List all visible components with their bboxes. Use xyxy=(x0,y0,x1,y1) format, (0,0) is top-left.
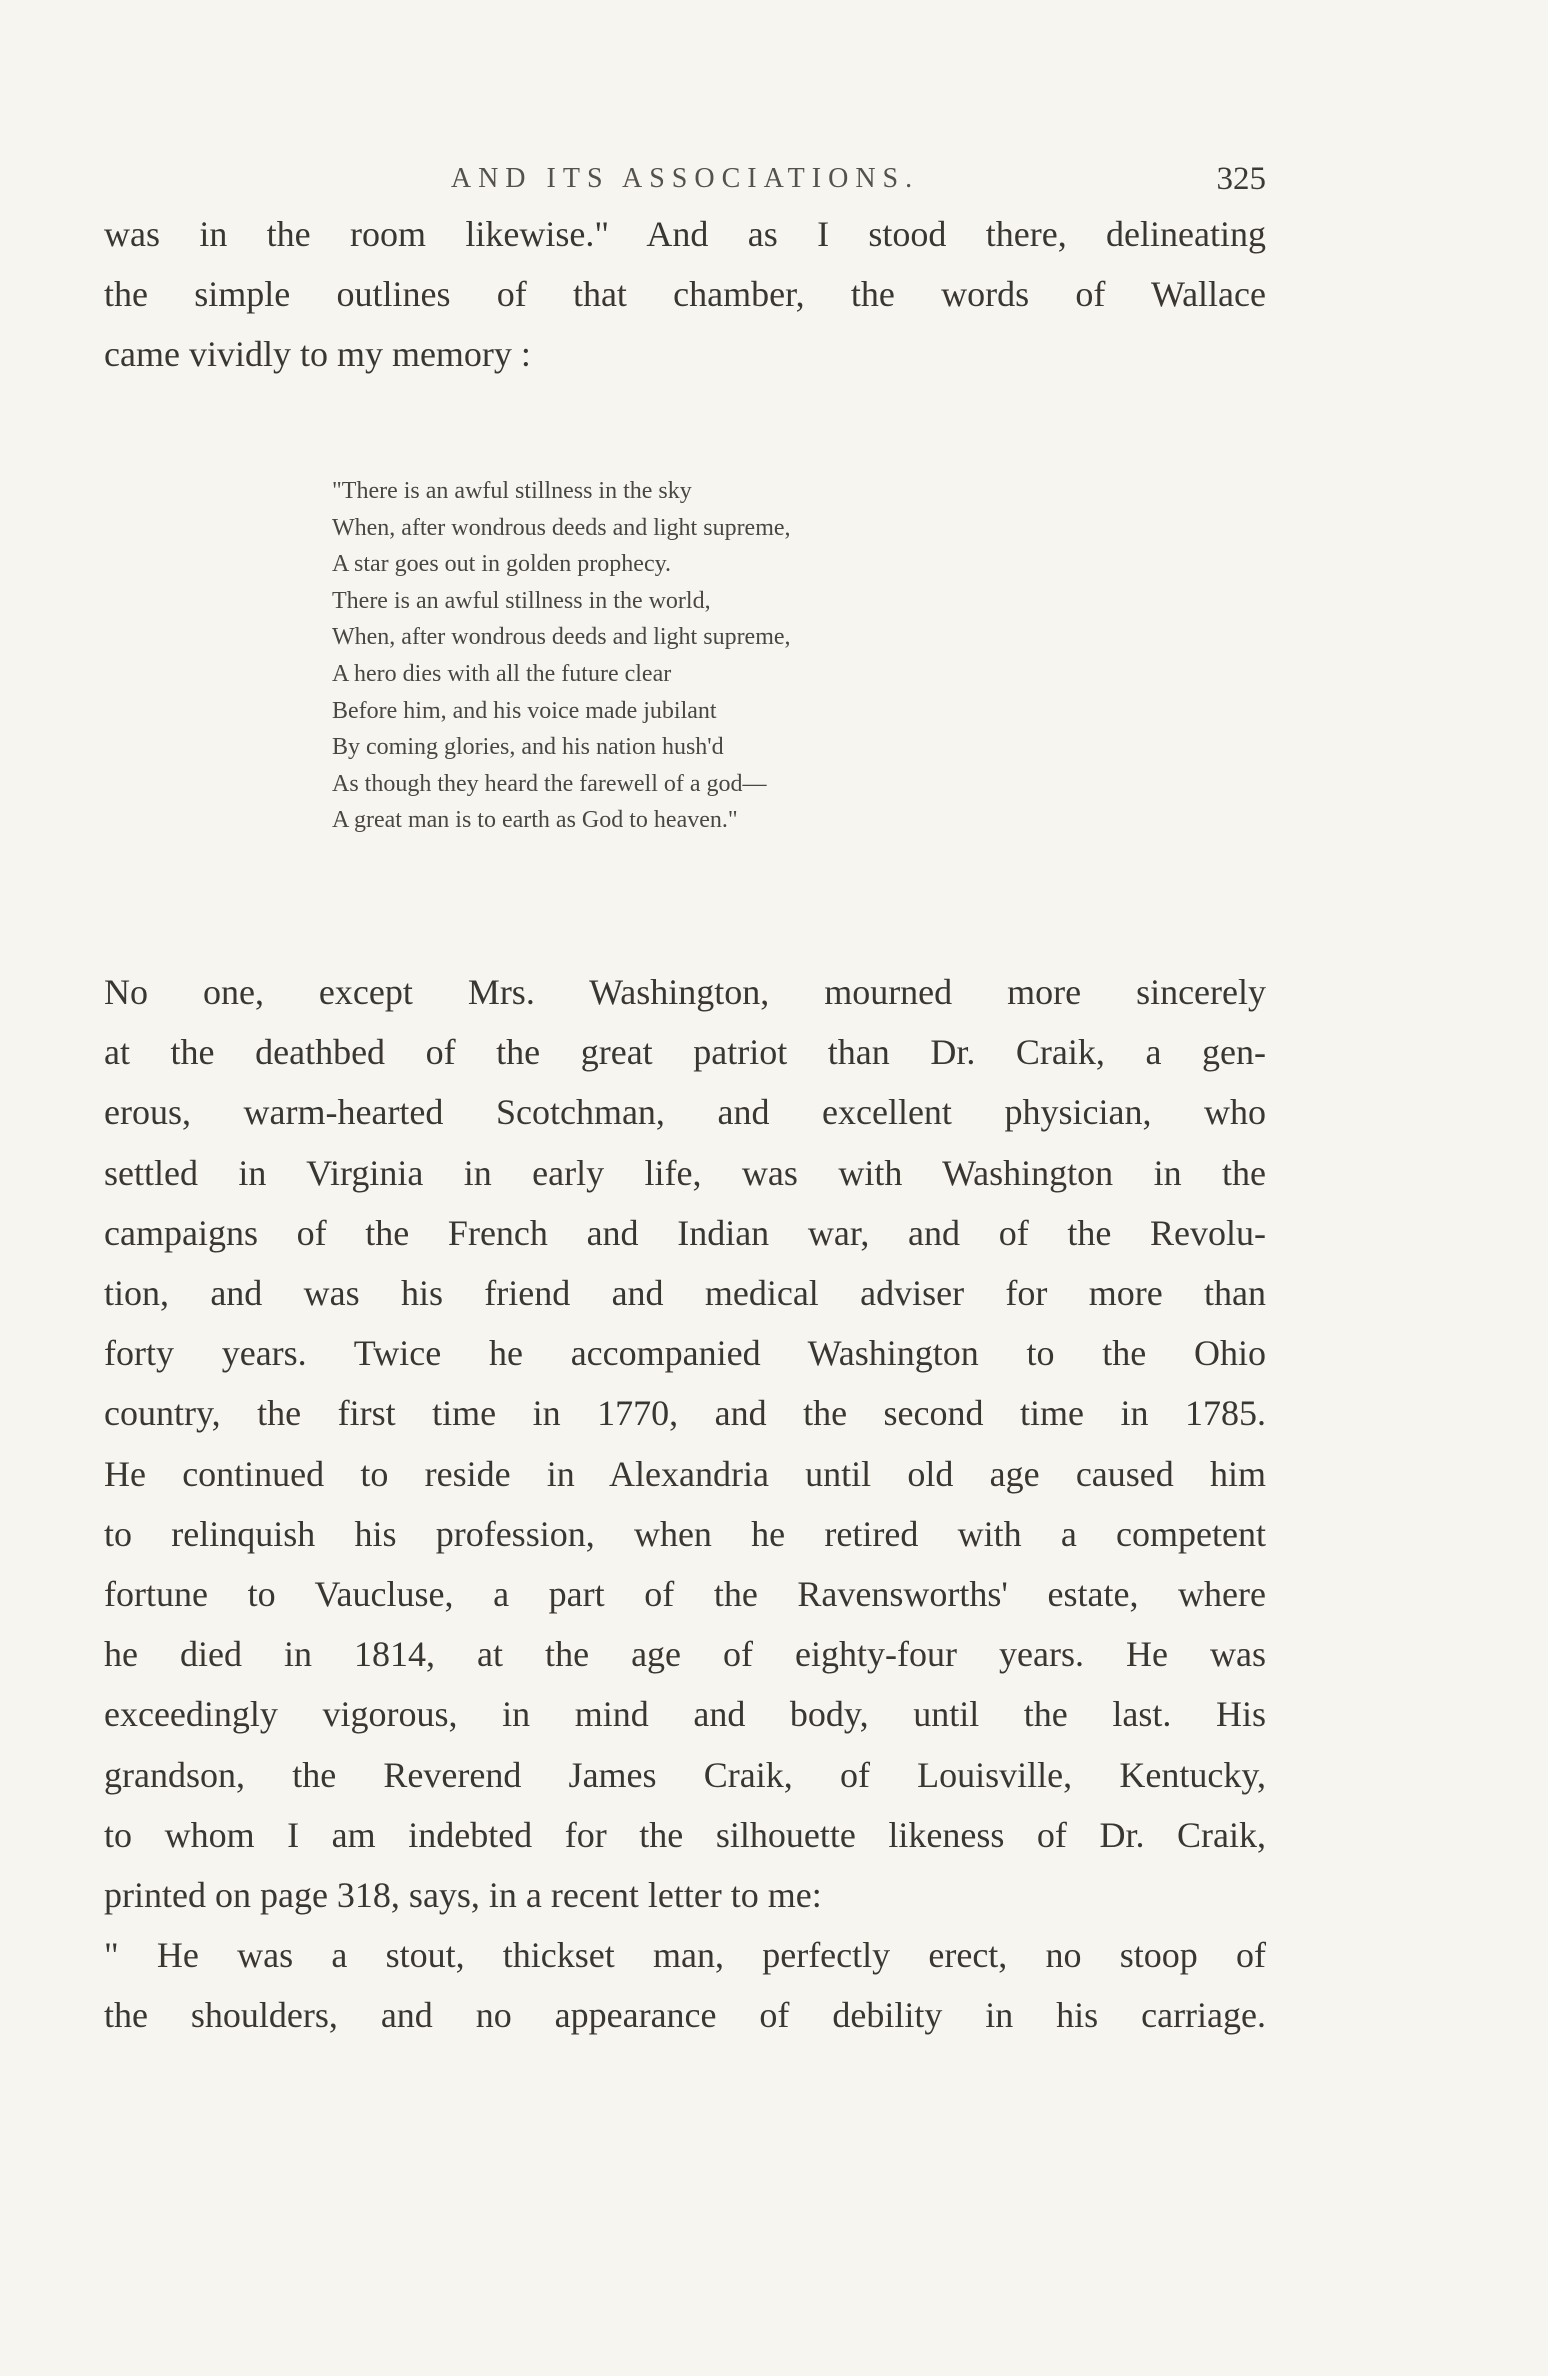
poem-line: There is an awful stillness in the world, xyxy=(332,587,711,614)
text-line: he died in 1814, at the age of eighty-four years. He was xyxy=(104,1634,1266,1675)
text-line: He continued to reside in Alexandria until old age caused him xyxy=(104,1453,1266,1494)
poem-line: A great man is to earth as God to heaven." xyxy=(332,807,738,834)
text-line: No one, except Mrs. Washington, mourned more sincerely xyxy=(104,972,1266,1012)
top-paragraph xyxy=(104,204,1266,385)
poem-line: A star goes out in golden prophecy. xyxy=(332,551,672,578)
text-line: " He was a stout, thickset man, perfectly erect, no stoop of xyxy=(104,1935,1266,1976)
text-line: settled in Virginia in early life, was with Washington in the xyxy=(104,1152,1266,1193)
text-line: came vividly to my memory : xyxy=(104,334,531,375)
text-line: to whom I am indebted for the silhouette likeness of Dr. Craik, xyxy=(104,1814,1266,1855)
text-line: the shoulders, and no appearance of debility in his carriage. xyxy=(104,1995,1266,2036)
running-head xyxy=(104,163,1266,203)
text-line: printed on page 318, says, in a recent letter to me: xyxy=(104,1875,822,1916)
poem-line: "There is an awful stillness in the sky xyxy=(332,478,692,504)
text-line: forty years. Twice he accompanied Washington to the Ohio xyxy=(104,1333,1266,1374)
main-paragraph xyxy=(104,962,1266,2046)
text-line: tion, and was his friend and medical adviser for more than xyxy=(104,1273,1266,1314)
text-line: the simple outlines of that chamber, the words of Wallace xyxy=(104,274,1266,315)
text-line: to relinquish his profession, when he retired with a competent xyxy=(104,1513,1266,1554)
running-title: AND ITS ASSOCIATIONS. xyxy=(450,163,920,194)
poem-line: When, after wondrous deeds and light supreme, xyxy=(332,514,791,541)
text-line: exceedingly vigorous, in mind and body, until the last. His xyxy=(104,1694,1266,1735)
poem-line: A hero dies with all the future clear xyxy=(332,660,672,687)
poem-line: As though they heard the farewell of a god— xyxy=(332,770,767,797)
poem-line: When, after wondrous deeds and light supreme, xyxy=(332,624,791,651)
poem-quotation xyxy=(332,473,1092,839)
text-line: fortune to Vaucluse, a part of the Ravensworths' estate, where xyxy=(104,1574,1266,1615)
text-line: campaigns of the French and Indian war, and of the Revolu- xyxy=(104,1212,1266,1253)
poem-line: By coming glories, and his nation hush'd xyxy=(332,734,724,761)
text-line: was in the room likewise." And as I stood there, delineating xyxy=(104,214,1266,254)
text-line: at the deathbed of the great patriot than Dr. Craik, a gen- xyxy=(104,1032,1266,1073)
text-line: country, the first time in 1770, and the second time in 1785. xyxy=(104,1393,1266,1434)
page-number: 325 xyxy=(1216,161,1266,197)
poem-line: Before him, and his voice made jubilant xyxy=(332,697,717,724)
text-line: grandson, the Reverend James Craik, of Louisville, Kentucky, xyxy=(104,1754,1266,1795)
text-line: erous, warm-hearted Scotchman, and excellent physician, who xyxy=(104,1092,1266,1133)
